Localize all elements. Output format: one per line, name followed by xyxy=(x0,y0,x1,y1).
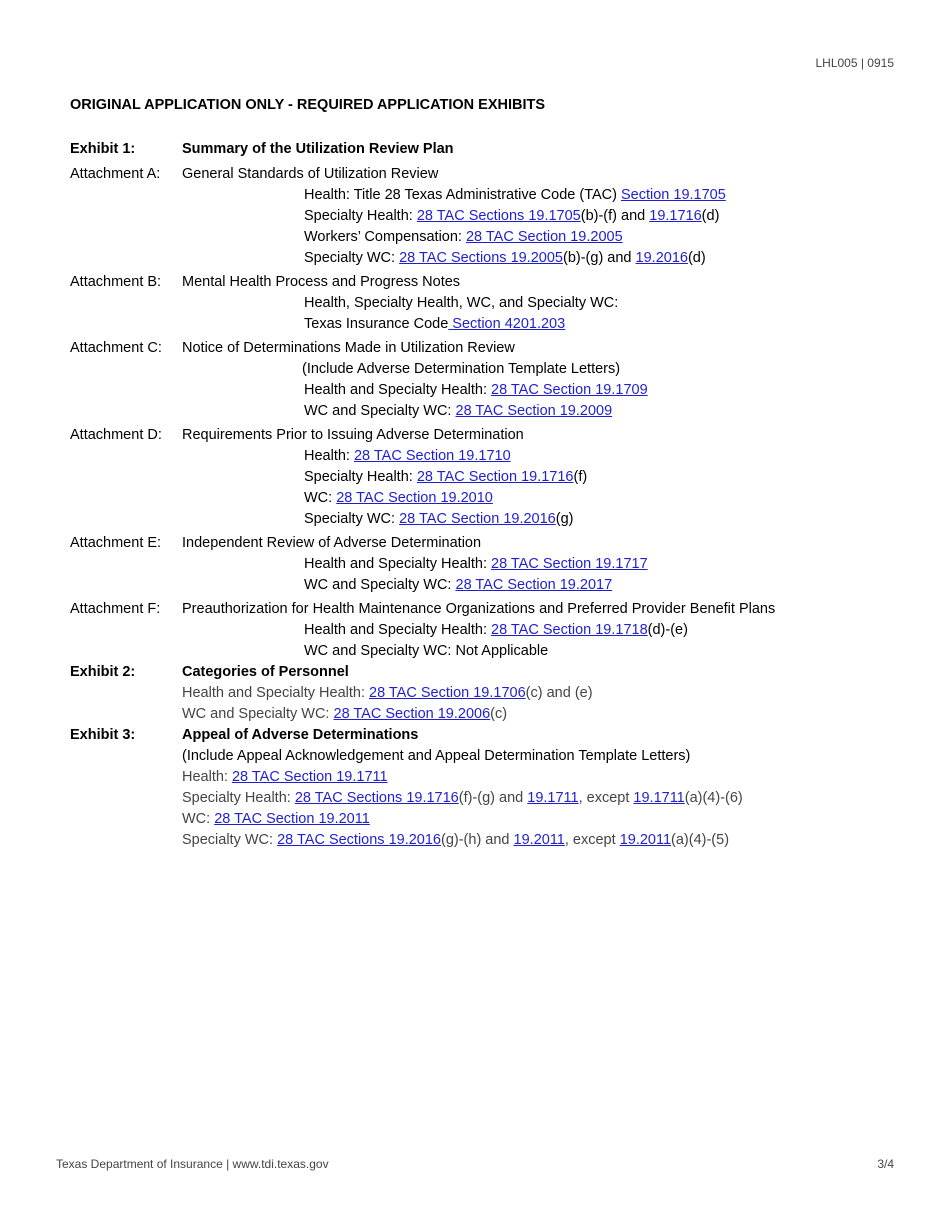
citation-text: (d)-(e) xyxy=(647,622,688,638)
citation-text: Health and Specialty Health: xyxy=(304,382,491,398)
citation-link[interactable]: 28 TAC Section 19.2005 xyxy=(465,229,623,245)
citation-line xyxy=(70,248,930,269)
citation-link[interactable]: 28 TAC Section 19.2010 xyxy=(336,490,493,506)
exhibit-title: Appeal of Adverse Determinations xyxy=(182,727,419,743)
page-title: ORIGINAL APPLICATION ONLY - REQUIRED APPLICATION EXHIBITS xyxy=(70,97,546,113)
citation-note: (Include Appeal Acknowledgement and Appeal Determination Template Letters) xyxy=(182,748,691,764)
citation-text: Health: xyxy=(182,769,232,785)
citation-link[interactable]: 28 TAC Section 19.2016 xyxy=(399,511,556,527)
citation-text: Health: xyxy=(304,448,354,464)
attachment-title: General Standards of Utilization Review xyxy=(182,166,439,182)
citation-line xyxy=(70,401,930,422)
citation-text: Specialty Health: xyxy=(304,469,417,485)
citation-text: Health and Specialty Health: xyxy=(182,685,369,701)
citation-text: (g) xyxy=(555,511,574,527)
citation-link[interactable]: 28 TAC Section 19.1716 xyxy=(416,469,574,485)
citation-line xyxy=(70,185,930,206)
citation-line xyxy=(70,488,930,509)
exhibit-3-heading xyxy=(70,725,930,746)
exhibit-title: Summary of the Utilization Review Plan xyxy=(182,141,454,157)
citation-text: (f) xyxy=(573,469,588,485)
citation-link[interactable]: 28 TAC Section 19.2009 xyxy=(455,403,613,419)
citation-text: (b)-(f) and xyxy=(580,208,650,224)
exhibits-list xyxy=(70,139,930,851)
attachment-title: Preauthorization for Health Maintenance Organizations and Preferred Provider Benefit Plans xyxy=(182,601,776,617)
citation-text: (a)(4)-(5) xyxy=(671,832,730,848)
attachment-label: Attachment D: xyxy=(70,427,162,443)
citation-text: (c) xyxy=(490,706,508,722)
exhibit-label: Exhibit 1: xyxy=(70,141,136,157)
citation-text: Health: Title 28 Texas Administrative Code (TAC) xyxy=(304,187,621,203)
citation-link[interactable]: 19.2016 xyxy=(635,250,688,266)
citation-link[interactable]: 28 TAC Sections 19.2005 xyxy=(399,250,563,266)
citation-text: Workers’ Compensation: xyxy=(304,229,466,245)
citation-link[interactable]: 28 TAC Section 19.1717 xyxy=(491,556,648,572)
citation-text: Health and Specialty Health: xyxy=(304,622,491,638)
attachment-label: Attachment C: xyxy=(70,340,162,356)
attachment-title: Requirements Prior to Issuing Adverse Determination xyxy=(182,427,524,443)
exhibit-1-heading xyxy=(70,139,930,160)
citation-link[interactable]: 28 TAC Section 19.1709 xyxy=(491,382,648,398)
attachment-a-heading xyxy=(70,164,930,185)
citation-link[interactable]: 28 TAC Sections 19.1705 xyxy=(416,208,581,224)
attachment-f-heading xyxy=(70,599,930,620)
citation-text: (a)(4)-(6) xyxy=(684,790,743,806)
attachment-label: Attachment A: xyxy=(70,166,161,182)
citation-link[interactable]: 28 TAC Section 19.1711 xyxy=(231,769,388,785)
citation-line: WC and Specialty WC: Not Applicable xyxy=(304,643,549,659)
attachment-label: Attachment F: xyxy=(70,601,161,617)
citation-link[interactable]: Section 4201.203 xyxy=(448,316,566,332)
citation-text: WC: xyxy=(182,811,215,827)
attachment-c-heading xyxy=(70,338,930,359)
citation-link[interactable]: 28 TAC Section 19.2017 xyxy=(455,577,613,593)
citation-line xyxy=(70,554,930,575)
citation-link[interactable]: 28 TAC Section 19.2006 xyxy=(333,706,491,722)
attachment-label: Attachment E: xyxy=(70,535,162,551)
citation-line xyxy=(70,620,930,641)
citation-text: WC and Specialty WC: xyxy=(182,706,334,722)
citation-link[interactable]: 19.1716 xyxy=(649,208,702,224)
citation-text: (f)-(g) and xyxy=(458,790,528,806)
citation-text: Texas Insurance Code xyxy=(304,316,449,332)
attachment-title: Mental Health Process and Progress Notes xyxy=(182,274,461,290)
citation-line xyxy=(70,683,930,704)
citation-text: Specialty Health: xyxy=(304,208,417,224)
citation-line xyxy=(70,704,930,725)
citation-text: Health and Specialty Health: xyxy=(304,556,491,572)
citation-link[interactable]: 19.2011 xyxy=(513,832,565,848)
citation-line xyxy=(70,767,930,788)
citation-line xyxy=(70,227,930,248)
citation-line: Health, Specialty Health, WC, and Specialty WC: xyxy=(304,295,619,311)
citation-line xyxy=(70,380,930,401)
citation-text: WC and Specialty WC: xyxy=(304,403,456,419)
citation-line xyxy=(70,314,930,335)
attachment-label: Attachment B: xyxy=(70,274,162,290)
citation-line xyxy=(70,509,930,530)
citation-line xyxy=(70,467,930,488)
citation-text: WC and Specialty WC: xyxy=(304,577,456,593)
citation-line xyxy=(70,206,930,227)
exhibit-label: Exhibit 3: xyxy=(70,727,136,743)
citation-link[interactable]: 28 TAC Section 19.1710 xyxy=(353,448,511,464)
footer-agency: Texas Department of Insurance | www.tdi.texas.gov xyxy=(56,1157,329,1171)
citation-line xyxy=(70,830,930,851)
citation-line xyxy=(70,788,930,809)
page-number: 3/4 xyxy=(877,1157,894,1171)
exhibit-label: Exhibit 2: xyxy=(70,664,136,680)
citation-text: Specialty WC: xyxy=(304,511,400,527)
citation-text: Specialty WC: xyxy=(304,250,400,266)
exhibit-2-heading xyxy=(70,662,930,683)
citation-note: (Include Adverse Determination Template Letters) xyxy=(302,361,621,377)
citation-line xyxy=(70,575,930,596)
citation-link[interactable]: 19.2011 xyxy=(619,832,672,848)
citation-link[interactable]: 28 TAC Section 19.1718 xyxy=(491,622,648,638)
citation-line xyxy=(70,809,930,830)
citation-link[interactable]: 19.1711 xyxy=(527,790,579,806)
citation-text: (d) xyxy=(687,250,706,266)
exhibit-title: Categories of Personnel xyxy=(182,664,349,680)
attachment-b-heading xyxy=(70,272,930,293)
citation-text: (d) xyxy=(701,208,720,224)
citation-text: , except xyxy=(578,790,634,806)
citation-link[interactable]: 28 TAC Section 19.2011 xyxy=(214,811,370,827)
citation-text: (c) and (e) xyxy=(525,685,593,701)
citation-text: , except xyxy=(564,832,620,848)
attachment-title: Notice of Determinations Made in Utilization Review xyxy=(182,340,515,356)
citation-text: Specialty WC: xyxy=(182,832,278,848)
citation-text: Specialty Health: xyxy=(182,790,295,806)
attachment-e-heading xyxy=(70,533,930,554)
form-code: LHL005 | 0915 xyxy=(815,56,894,70)
citation-link[interactable]: 19.1711 xyxy=(633,790,685,806)
citation-text: (g)-(h) and xyxy=(441,832,514,848)
citation-link[interactable]: 28 TAC Sections 19.2016 xyxy=(277,832,441,848)
citation-link[interactable]: Section 19.1705 xyxy=(620,187,726,203)
citation-text: WC: xyxy=(304,490,337,506)
citation-link[interactable]: 28 TAC Sections 19.1716 xyxy=(294,790,459,806)
citation-line xyxy=(70,446,930,467)
attachment-d-heading xyxy=(70,425,930,446)
attachment-title: Independent Review of Adverse Determination xyxy=(182,535,482,551)
citation-link[interactable]: 28 TAC Section 19.1706 xyxy=(369,685,526,701)
citation-text: (b)-(g) and xyxy=(563,250,636,266)
